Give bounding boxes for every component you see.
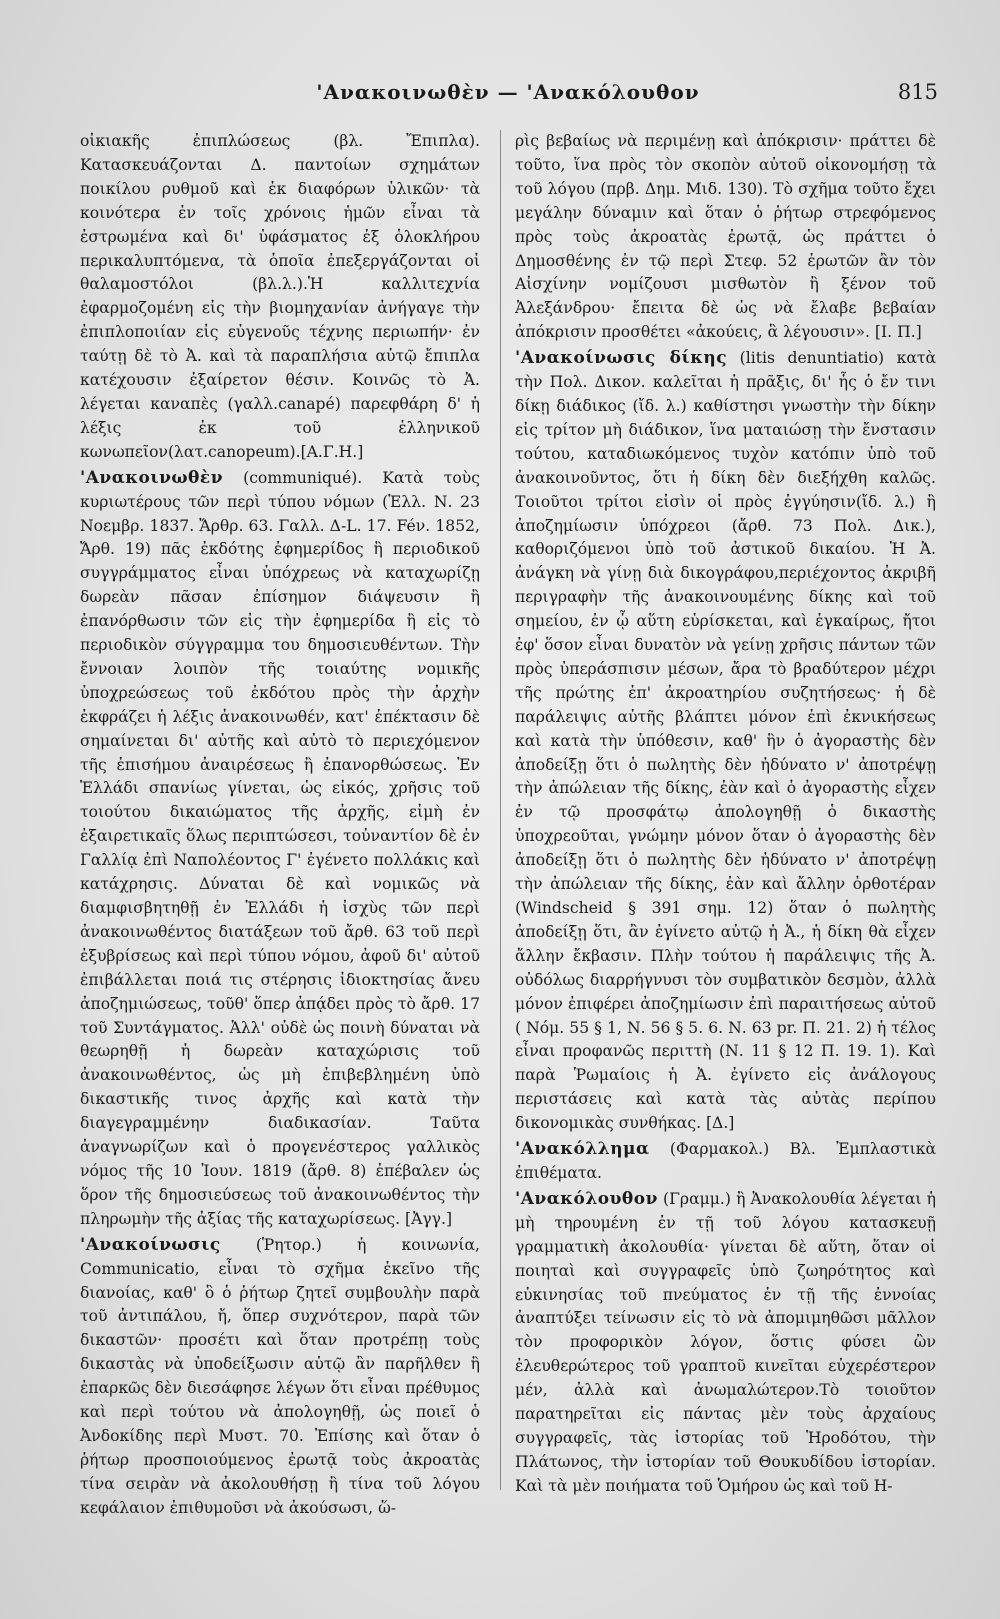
entry-text: (communiqué). Κατὰ τοὺς κυριωτέρους τῶν περὶ τύπου νόμων (Ἑλλ. Ν. 23 Νοεμβρ. 1837. Ἄρθρ. 63. Γαλλ. Δ-L. 17. Féν. 1852, Ἄρθ. 19) πᾶς ἐκδότης ἐφημερίδος ἢ περιοδικοῦ συγγράμματος εἶναι ὑπόχρεως νὰ καταχωρίζῃ δωρεὰν πᾶσαν ἐπίσημον διάψευσιν ἢ ἐπανόρθωσιν τῶν εἰς τὴν ἐφημερίδα ἢ εἰς τὸ περιοδικὸν σύγγραμμα του δημοσιευθέντων. Τὴν ἔννοιαν λοιπὸν τῆς τοιαύτης νομικῆς ὑποχρεώσεως τοῦ ἐκδότου πρὸς τὴν ἀρχὴν ἐκφράζει ἡ λέξις ἀνακοινωθέν, κατ' ἐπέκτασιν δὲ σημαίνεται δι' αὐτῆς καὶ αὐτὸ τὸ περιεχόμενον τῆς ἐπισήμου ἀναιρέσεως ἢ ἐπανορθώσεως. Ἐν Ἑλλάδι σπανίως γίνεται, ὡς εἰκός, χρῆσις τοῦ τοιούτου δικαιώματος τῆς ἀρχῆς, εἰμὴ ἐν ἐξαιρετικαῖς ὅλως περιπτώσεσι, τοὐναντίον δὲ ἐν Γαλλίᾳ ἐπὶ Ναπολέοντος Γ' ἐγένετο πολλάκις καὶ κατάχρησις. Δύναται δὲ καὶ νομικῶς νὰ διαμφισβητηθῇ ἐν Ἑλλάδι ἡ ἰσχὺς τῶν περὶ ἀνακοινωθέντος διατάξεων τοῦ ἄρθ. 63 τοῦ περὶ ἐξυβρίσεως καὶ περὶ τύπου νόμου, ἀφοῦ δι' αὐτοῦ ἐπιβάλλεται ποιά τις στέρησις ἰδιοκτησίας ἄνευ ἀποζημιώσεως, τοῦθ' ὅπερ ἀπᾴδει πρὸς τὸ ἄρθ. 17 τοῦ Συντάγματος. Ἀλλ' οὐδὲ ὡς ποινὴ δύναται νὰ θεωρηθῇ ἡ δωρεὰν καταχώρισις τοῦ ἀνακοινωθέντος, ὡς μὴ ἐπιβεβλημένη ὑπὸ δικαστικῆς τινος ἀρχῆς καὶ κατὰ τὴν διαγεγραμμένην διαδικασίαν. Ταῦτα ἀναγνωρίζων καὶ ὁ προγενέστερος γαλλικὸς νόμος τῆς 10 Ἰουν. 1819 (ἄρθ. 8) ἐπέβαλεν ὡς ὅρον τῆς δημοσιεύσεως τοῦ ἀνακοινωθέντος τὴν πληρωμὴν τῆς ἀξίας τῆς καταχωρίσεως. [Ἀγγ.] <box>80 468 480 1228</box>
entry-paragraph <box>80 130 480 465</box>
entry-text: (Φαρμακολ.) Βλ. Ἐμπλαστικὰ ἐπιθέματα. <box>515 1140 936 1182</box>
entry-headword: 'Ανακόλουθον <box>515 1188 658 1209</box>
left-column <box>80 130 480 1521</box>
page-number: 815 <box>897 80 938 104</box>
entry-paragraph <box>80 1234 480 1521</box>
entry-text: ρὶς βεβαίως νὰ περιμένῃ καὶ ἀπόκρισιν· πράττει δὲ τοῦτο, ἵνα πρὸς τὸν σκοπὸν αὐτοῦ οἰκονομήσῃ τὰ τοῦ λόγου (πρβ. Δημ. Μιδ. 130). Τὸ σχῆμα τοῦτο ἔχει μεγάλην δύναμιν καὶ ὅταν ὁ ῥήτωρ στρεφόμενος πρὸς τοὺς ἀκροατὰς ἐρωτᾷ, ὡς πράττει ὁ Δημοσθένης ἐν τῷ περὶ Στεφ. 52 ἐρωτῶν ἂν τὸν Αἰσχίνην νομίζουσι μισθωτὸν ἢ ξένον τοῦ Ἀλεξάνδρου· ἔπειτα δὲ ὡς νὰ ἔλαβε βεβαίαν ἀπόκρισιν προσθέτει «ἀκούεις, ἃ λέγουσιν». [Ι. Π.] <box>515 132 936 342</box>
entry-paragraph <box>80 467 480 1232</box>
entry-headword: 'Ανακοινωθὲν <box>80 467 224 488</box>
entry-headword: 'Ανακόλλημα <box>515 1139 650 1160</box>
column-divider <box>500 130 501 1490</box>
entry-headword: 'Ανακοίνωσις δίκης <box>515 348 728 369</box>
entry-paragraph <box>515 1188 936 1499</box>
entry-headword: 'Ανακοίνωσις <box>80 1234 221 1255</box>
right-column <box>515 130 936 1499</box>
entry-text: (Γραμμ.) ἢ Ἀνακολουθία λέγεται ἡ μὴ τηρουμένη ἐν τῇ τοῦ λόγου κατασκευῇ γραμματικὴ ἀκολουθία· γίνεται δὲ αὕτη, ὅταν οἱ ποιηταὶ καὶ συγγραφεῖς ὑπὸ ζωηρότητος καὶ εὐκινησίας τοῦ πνεύματος ἐν τῇ τῆς ἐννοίας ἀναπτύξει τείνωσιν εἰς τὸ νὰ ἀπομιμηθῶσι μᾶλλον τὸν προφορικὸν λόγον, ὅστις φύσει ὢν ἐλευθερώτερος τοῦ γραπτοῦ κινεῖται εὐχερέστερον μέν, ἀλλὰ καὶ ἀνωμαλώτερον.Τὸ τοιοῦτον παρατηρεῖται εἰς πάντας μὲν τοὺς ἀρχαίους συγγραφεῖς, τὰς ἱστορίας τοῦ Ἡροδότου, τὴν Πλάτωνος, τὴν ἱστορίαν τοῦ Θουκυδίδου ἱστορίαν. Καὶ τὰ μὲν ποιήματα τοῦ Ὁμήρου ὡς καὶ τοῦ Η- <box>515 1189 936 1495</box>
entry-paragraph <box>515 130 936 345</box>
entry-paragraph <box>515 1138 936 1186</box>
entry-text: (Ῥητορ.) ἡ κοινωνία, Communicatio, εἶναι τὸ σχῆμα ἐκεῖνο τῆς διανοίας, καθ' ὃ ὁ ῥήτωρ ζητεῖ συμβουλὴν παρὰ τοῦ ἀντιπάλου, ἤ, ὅπερ συχνότερον, παρὰ τῶν δικαστῶν· προσέτι καὶ ὅταν προτρέπῃ τοὺς δικαστὰς νὰ ὑποδείξωσιν αὐτῷ ἂν παρῆλθεν ἢ ἐπαρκῶς δὲν διεσάφησε λέγων ὅτι εἶναι πρέθυμος καὶ περὶ τούτου νὰ ἀπολογηθῇ, ὡς ποιεῖ ὁ Ἀνδοκίδης περὶ Μυστ. 70. Ἐπίσης καὶ ὅταν ὁ ῥήτωρ προσποιούμενος ἐρωτᾷ τοὺς ἀκροατὰς τίνα σειρὰν νὰ ἀκολουθήσῃ ἢ τίνα τοῦ λόγου κεφάλαιον ἐπιθυμοῦσι νὰ ἀκούσωσι, ὥ- <box>80 1235 480 1517</box>
entry-text: οἰκιακῆς ἐπιπλώσεως (βλ. Ἔπιπλα). Κατασκευάζονται Δ. παντοίων σχημάτων ποικίλου ρυθμοῦ καὶ ἐκ διαφόρων ὑλικῶν· τὰ κοινότερα ἐν τοῖς χρόνοις ἡμῶν εἶναι τὰ ἐστρωμένα καὶ δι' ὑφάσματος ἐξ ὁλοκλήρου περικαλυπτόμενα, τὰ ὁποῖα ἐπεξεργάζονται οἱ θαλαμοστόλοι (βλ.λ.).Ἡ καλλιτεχνία ἐφαρμοζομένη εἰς τὴν βιομηχανίαν ἀνήγαγε τὴν ἐπιπλοποιίαν εἰς εὐγενοῦς τέχνης περιωπήν· ἐν ταύτῃ δὲ τὸ Ἀ. καὶ τὰ παραπλήσια αὐτῷ ἔπιπλα κατέχουσιν ἐξαίρετον θέσιν. Κοινῶς τὸ Ἀ. λέγεται καναπὲς (γαλλ.canapé) παρεφθάρη δ' ἡ λέξις ἐκ τοῦ ἑλληνικοῦ κωνωπεῖον(λατ.canopeum).[Α.Γ.Η.] <box>80 132 480 461</box>
page-header <box>78 76 938 110</box>
entry-text: (litis denuntiatio) κατὰ τὴν Πολ. Δικον. καλεῖται ἡ πρᾶξις, δι' ἧς ὁ ἔν τινι δίκῃ διάδικος (ἴδ. λ.) καθίστησι γνωστὴν τὴν δίκην εἰς τρίτον μὴ διάδικον, ἵνα ματαιώσῃ τὴν ἔνστασιν τούτου, καταδιωκόμενος τυχὸν κατόπιν ὑπὸ τοῦ ἀνακοινοῦντος, ὅτι ἡ δίκη δὲν διεξήχθη καλῶς. Τοιοῦτοι τρίτοι εἰσὶν οἱ πρὸς ἐγγύησιν(ἴδ. λ.) ἢ ἀποζημίωσιν ὑπόχρεοι (ἄρθ. 73 Πολ. Δικ.), καθοριζόμενοι ὑπὸ τοῦ ἀστικοῦ δικαίου. Ἡ Ἀ. ἀνάγκη νὰ γίνῃ διὰ δικογράφου,περιέχοντος ἀκριβῆ περιγραφὴν τῆς ἀνακοινουμένης δίκης καὶ τοῦ σημείου, ἐν ᾧ αὕτη εὑρίσκεται, καὶ ἐγκαίρως, ἤτοι ἐφ' ὅσον εἶναι δυνατὸν νὰ γείνῃ χρῆσις πάντων τῶν πρὸς ὑπεράσπισιν μέσων, ἄρα τὸ βραδύτερον μέχρι τῆς πρώτης ἐπ' ἀκροατηρίου συζητήσεως· ἡ δὲ παράλειψις αὐτῆς βλάπτει μόνον ἐπὶ ἐκνικήσεως καὶ κατὰ τὴν ὑπόθεσιν, καθ' ἣν ὁ ἀγοραστὴς δὲν ἀποδείξῃ ὅτι ὁ πωλητὴς δὲν ἠδύνατο ν' ἀποτρέψῃ τὴν ἀπώλειαν τῆς δίκης, ἐὰν καὶ ὁ ἀγοραστὴς εἶχεν ἐν τῷ προσφάτῳ ἀπολογηθῇ ὁ δικαστὴς ὑποχρεοῦται, γνώμην μόνον ὅταν ὁ ἀγοραστὴς δὲν ἀποδείξῃ ὅτι ὁ πωλητὴς δὲν ἠδύνατο ν' ἀποτρέψῃ τὴν ἀπώλειαν τῆς δίκης, ἐὰν καὶ ἄλλην ὀρθοτέραν (Windscheid § 391 σημ. 12) ὅταν ὁ πωλητὴς ἀποδείξῃ ὅτι, ἂν ἐγίνετο αὐτῷ ἡ Ἀ., ἡ δίκη θὰ εἶχεν ἄλλην ἔκβασιν. Πλὴν τούτου ἡ παράλειψις τῆς Ἀ. οὐδόλως διαρρήγνυσι τὸν συμβατικὸν δεσμὸν, ἀλλὰ μόνον ἐπιφέρει ἀποζημίωσιν ἐπὶ παραιτήσεως αὐτοῦ ( Νόμ. 55 § 1, Ν. 56 § 5. 6. Ν. 63 pr. Π. 21. 2) ἡ τέλος εἶναι προφανῶς περιττὴ (Ν. 11 § 12 Π. 19. 1). Καὶ παρὰ Ῥωμαίοις ἡ Ἀ. ἐγίνετο εἰς ἀνάλογους περιστάσεις καὶ κατὰ τὰς αὐτὰς περίπου δικονομικὰς συνθήκας. [Δ.] <box>515 349 937 1133</box>
running-head: 'Ανακοινωθὲν — 'Ανακόλουθον <box>316 80 700 104</box>
entry-paragraph <box>515 347 936 1136</box>
